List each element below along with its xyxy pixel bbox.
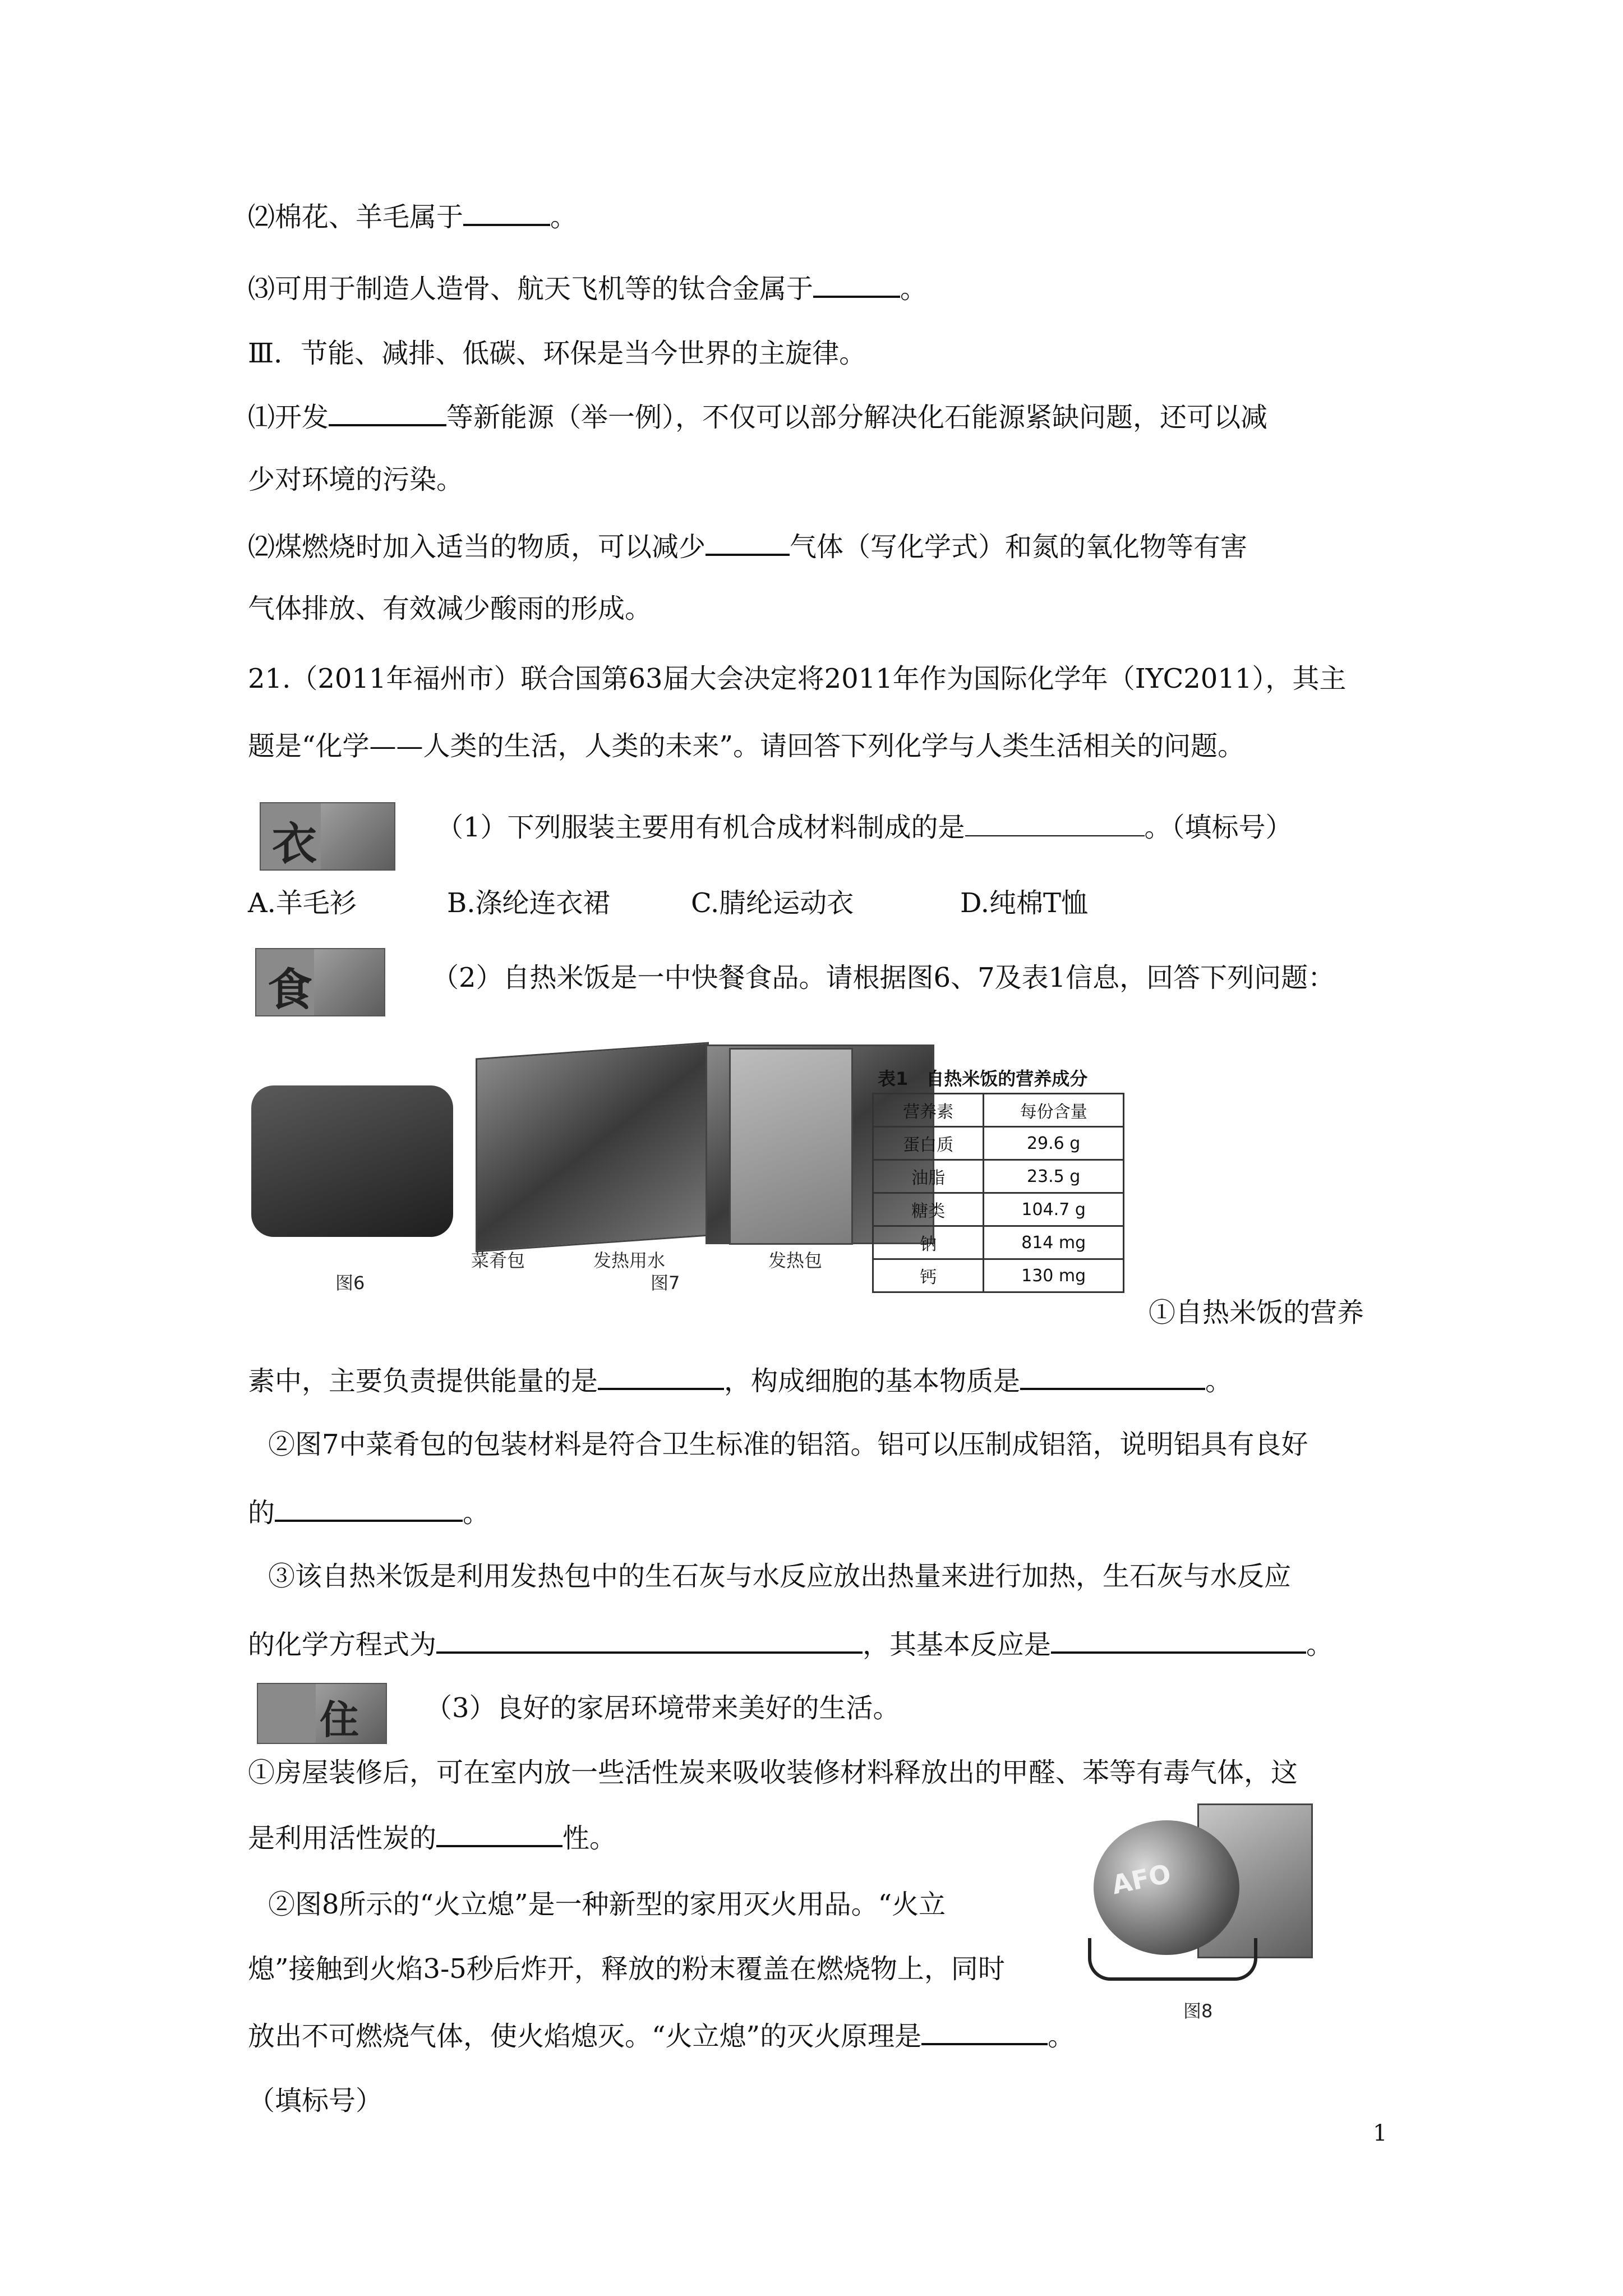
table-cell: 104.7 g [984,1193,1124,1226]
table-cell: 钠 [873,1226,984,1259]
food-tag-image [255,948,385,1016]
question-21-3-2-hint: （填标号） [248,2085,383,2116]
table-cell: 130 mg [984,1259,1124,1292]
extinguisher-stand [1088,1938,1257,1981]
table-cell: 814 mg [984,1226,1124,1259]
heating-pack-image [729,1048,853,1245]
tag-shade [314,949,384,1015]
question-21-2-1-start: ①自热米饭的营养 [1149,1297,1364,1328]
table-row [873,1193,1124,1226]
clothing-tag-image [260,802,395,871]
line-coal-burning-cont: 气体排放、有效减少酸雨的形成。 [248,593,652,624]
table-cell: 糖类 [873,1193,984,1226]
dish-pack-image [476,1042,709,1252]
table-header-cell: 每份含量 [984,1094,1124,1127]
tag-glyph: 住 [320,1696,359,1743]
figure-7-label-pack: 发热包 [768,1250,823,1271]
answer-blank[interactable] [813,271,900,298]
page-number: 1 [1373,2120,1387,2146]
housing-tag-image [257,1683,387,1744]
question-21-1: （1）下列服装主要用有机合成材料制成的是 。（填标号） [436,812,1293,843]
table-header-cell: 营养素 [873,1094,984,1127]
line-cotton-wool: ⑵棉花、羊毛属于 。 [248,199,577,234]
answer-blank[interactable] [706,529,790,556]
answer-blank[interactable] [965,811,1145,836]
tag-shade [321,803,394,869]
line-new-energy: ⑴开发 等新能源（举一例），不仅可以部分解决化石能源紧缺问题，还可以减 [248,399,1267,434]
nutrition-table [872,1093,1124,1293]
option-c[interactable]: C.腈纶运动衣 [691,887,854,919]
tag-glyph: 衣 [272,817,317,870]
answer-blank[interactable] [1020,1363,1205,1390]
question-21-intro: 21.（2011年福州市）联合国第63届大会决定将2011年作为国际化学年（IYC2011），其主 [248,663,1347,694]
tag-glyph: 食 [268,963,312,1016]
question-21-2-2: ②图7中菜肴包的包装材料是符合卫生标准的铝箔。铝可以压制成铝箔，说明铝具有良好 [268,1429,1308,1460]
question-21-3-1-cont: 是利用活性炭的 性。 [248,1820,616,1855]
line-coal-burning: ⑵煤燃烧时加入适当的物质，可以减少 气体（写化学式）和氮的氧化物等有害 [248,529,1247,564]
question-21-3-2-cont: 熄”接触到火焰3-5秒后炸开，释放的粉末覆盖在燃烧物上，同时 [248,1953,1005,1985]
line-titanium-alloy: ⑶可用于制造人造骨、航天飞机等的钛合金属于 。 [248,271,927,306]
figure-7-caption: 图7 [651,1272,680,1294]
answer-blank[interactable] [598,1363,724,1390]
option-b[interactable]: B.涤纶连衣裙 [447,887,610,919]
figure-6-caption: 图6 [335,1272,365,1294]
question-21-2-3: ③该自热米饭是利用发热包中的生石灰与水反应放出热量来进行加热，生石灰与水反应 [268,1561,1292,1592]
fire-extinguisher-figure [1088,1803,1346,1989]
answer-blank[interactable] [275,1495,463,1522]
table-cell: 蛋白质 [873,1127,984,1160]
table-cell: 29.6 g [984,1127,1124,1160]
table-cell: 钙 [873,1259,984,1292]
figure-7-label-water: 发热用水 [593,1250,666,1271]
question-21-3-2: ②图8所示的“火立熄”是一种新型的家用灭火用品。“火立 [268,1889,946,1920]
table-1-title: 表1 自热米饭的营养成分 [878,1068,1088,1089]
table-row [873,1226,1124,1259]
table-row [873,1259,1124,1292]
question-21-2-3-cont: 的化学方程式为 ，其基本反应是 。 [248,1627,1333,1662]
self-heating-rice-box-image [251,1085,453,1237]
option-d[interactable]: D.纯棉T恤 [960,887,1089,919]
question-21-2-1: 素中，主要负责提供能量的是 ，构成细胞的基本物质是 。 [248,1363,1232,1398]
table-header-row [873,1094,1124,1127]
table-row [873,1160,1124,1193]
answer-blank[interactable] [1051,1627,1306,1654]
section-iii-heading: Ⅲ．节能、减排、低碳、环保是当今世界的主旋律。 [248,338,866,369]
line-new-energy-cont: 少对环境的污染。 [248,464,464,495]
answer-blank[interactable] [436,1627,863,1654]
answer-blank[interactable] [329,399,446,426]
extinguisher-logo: AFO [1109,1858,1174,1901]
answer-blank[interactable] [463,199,550,226]
question-21-2-2-cont: 的 。 [248,1495,490,1530]
figure-8-caption: 图8 [1183,2000,1213,2022]
answer-blank[interactable] [436,1820,562,1847]
question-21-3: （3）良好的家居环境带来美好的生活。 [425,1692,900,1724]
answer-blank[interactable] [921,2018,1048,2045]
question-21-2: （2）自热米饭是一中快餐食品。请根据图6、7及表1信息，回答下列问题： [432,962,1335,993]
table-cell: 23.5 g [984,1160,1124,1193]
table-row [873,1127,1124,1160]
figure-7-label-dish: 菜肴包 [471,1250,525,1271]
table-cell: 油脂 [873,1160,984,1193]
option-a[interactable]: A.羊毛衫 [248,887,357,919]
question-21-3-2-cont2: 放出不可燃烧气体，使火焰熄灭。“火立熄”的灭火原理是 。 [248,2018,1075,2053]
question-21-1-options [248,886,1089,920]
question-21-3-1: ①房屋装修后，可在室内放一些活性炭来吸收装修材料释放出的甲醛、苯等有毒气体，这 [248,1757,1298,1788]
question-21-intro-cont: 题是“化学——人类的生活，人类的未来”。请回答下列化学与人类生活相关的问题。 [248,730,1245,762]
